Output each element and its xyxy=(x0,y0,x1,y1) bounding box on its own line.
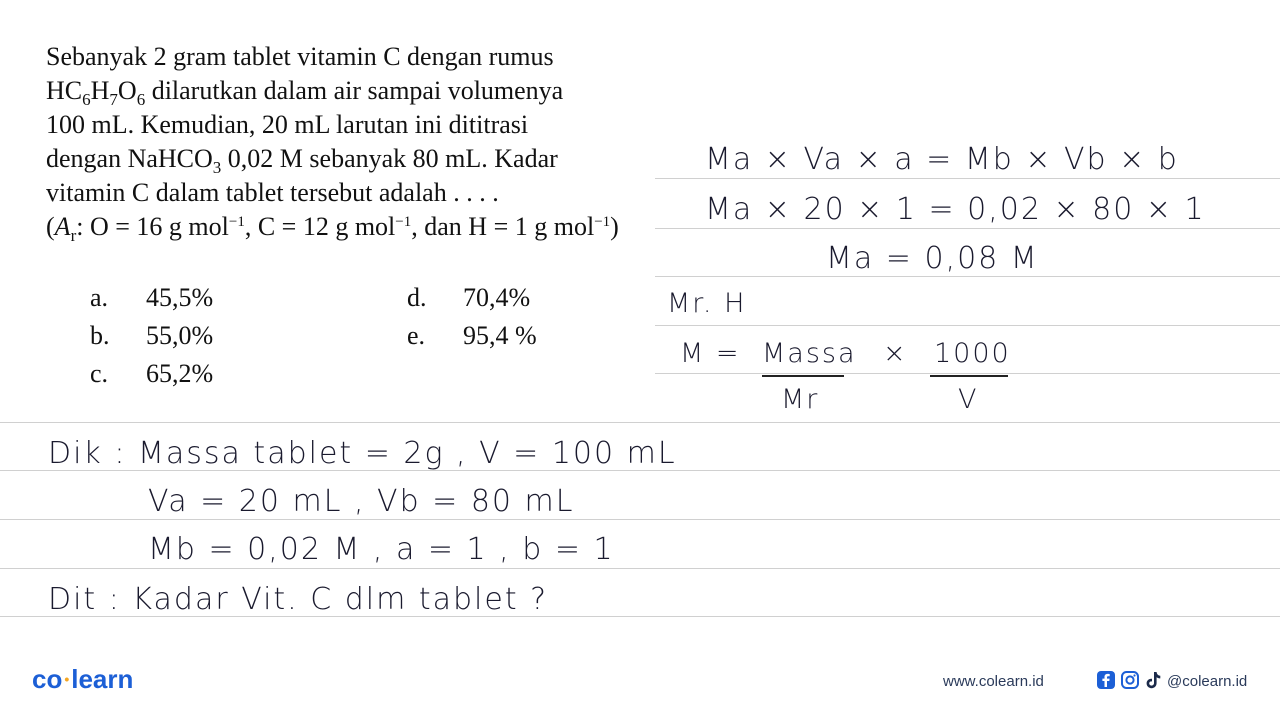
ruled-line xyxy=(655,325,1280,326)
question-line-1: Sebanyak 2 gram tablet vitamin C dengan rumus xyxy=(46,42,554,71)
ruled-line xyxy=(655,276,1280,277)
option-a: a. 45,5% xyxy=(90,283,214,312)
ruled-line xyxy=(0,568,1280,569)
question-text xyxy=(46,40,636,244)
question-line-2: $HC_6H_7O_6$ dilarutkan dalam air sampai volumenya xyxy=(46,76,564,109)
handwritten-equation-1: Ma × Va × a = Mb × Vb × b xyxy=(705,142,1179,177)
handwritten-known-3: Mb = 0,02 M , a = 1 , b = 1 xyxy=(148,532,615,567)
handwritten-formula-left: M = xyxy=(680,338,741,369)
handwritten-known-2: Va = 20 mL , Vb = 80 mL xyxy=(148,484,575,519)
handwritten-formula-num1: Massa xyxy=(762,338,857,369)
fraction-bar xyxy=(930,375,1008,377)
facebook-icon xyxy=(1096,670,1116,690)
instagram-icon xyxy=(1120,670,1140,690)
ruled-line xyxy=(655,228,1280,229)
handwritten-equation-3: Ma = 0,08 M xyxy=(826,241,1039,276)
ruled-line xyxy=(0,422,1280,423)
option-d: d. 70,4% xyxy=(407,283,531,312)
ruled-line xyxy=(0,519,1280,520)
handwritten-formula-times: × xyxy=(883,338,908,369)
handwritten-known-1: Dik : Massa tablet = 2g , V = 100 mL xyxy=(48,436,677,471)
fraction-bar xyxy=(762,375,844,377)
tiktok-icon xyxy=(1143,670,1163,690)
handwritten-mr-h: Mr. H xyxy=(667,288,747,319)
colearn-logo: co •learn xyxy=(32,664,134,694)
question-line-4: dengan NaHCO$_3$ 0,02 M sebanyak 80 mL. Kadar xyxy=(46,144,558,177)
atomic-mass-note: ($A_r$: O = 16 g mol$^{-1}$, C = 12 g mol$^{-1}$, dan H = 1 g mol$^{-1}$) xyxy=(46,212,619,245)
ruled-line xyxy=(655,178,1280,179)
website-url: www.colearn.id xyxy=(943,673,1044,690)
social-handle: @colearn.id xyxy=(1167,673,1248,690)
option-e: e. 95,4 % xyxy=(407,321,537,350)
handwritten-formula-den2: V xyxy=(958,384,979,415)
handwritten-formula-den1: Mr xyxy=(781,384,820,415)
ruled-line xyxy=(655,373,1280,374)
handwritten-equation-2: Ma × 20 × 1 = 0,02 × 80 × 1 xyxy=(705,192,1206,227)
option-b: b. 55,0% xyxy=(90,321,214,350)
question-line-5: vitamin C dalam tablet tersebut adalah . . . . xyxy=(46,178,499,207)
handwritten-formula-num2: 1000 xyxy=(934,338,1011,369)
handwritten-asked: Dit : Kadar Vit. C dlm tablet ? xyxy=(48,582,549,617)
question-line-3: 100 mL. Kemudian, 20 mL larutan ini dititrasi xyxy=(46,110,529,139)
option-c: c. 65,2% xyxy=(90,359,214,388)
